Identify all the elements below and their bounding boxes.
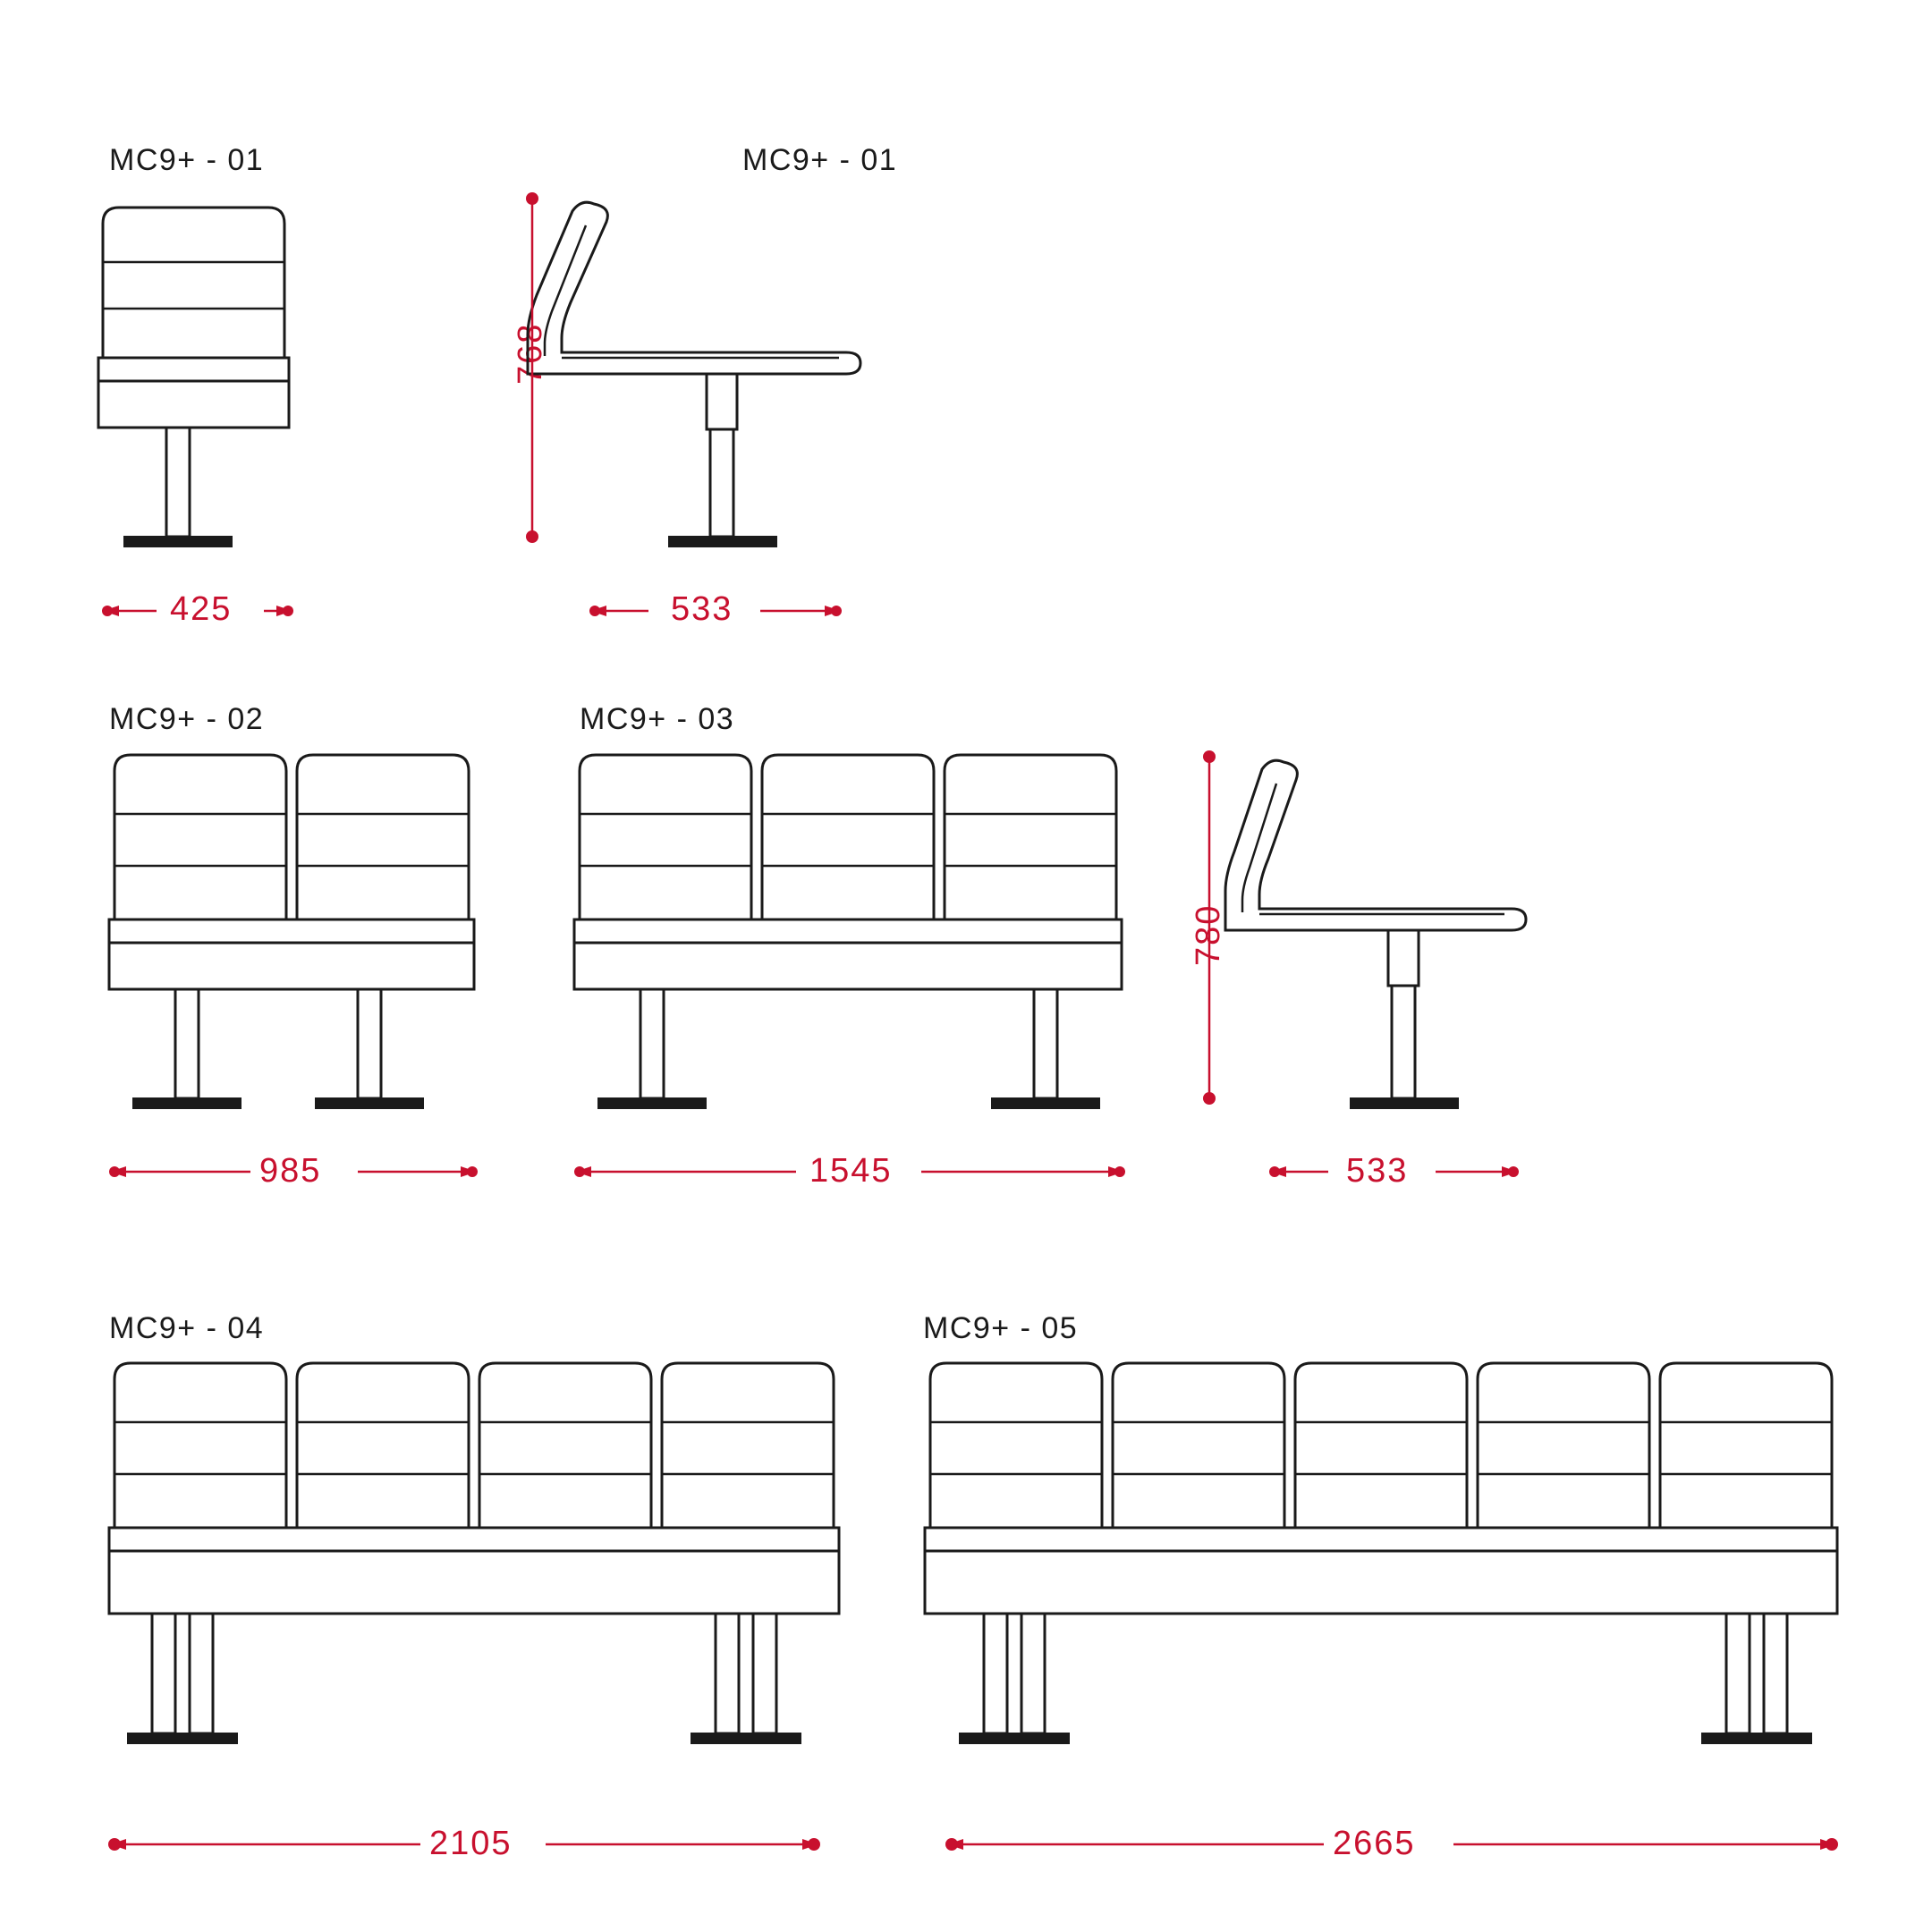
dimension-text-2105: 2105	[429, 1825, 513, 1862]
view-label-mc9-02: MC9+ - 02	[109, 702, 265, 736]
dimension-text-533-top: 533	[671, 590, 733, 628]
view-front-04	[109, 1363, 839, 1743]
dimension-text-768: 768	[512, 322, 549, 385]
dimension-text-425: 425	[170, 590, 233, 628]
dimension-text-985: 985	[259, 1152, 322, 1190]
view-label-mc9-01-side: MC9+ - 01	[742, 143, 898, 177]
view-label-mc9-01-front: MC9+ - 01	[109, 143, 265, 177]
view-front-01	[98, 208, 289, 547]
dimension-text-533-mid: 533	[1346, 1152, 1409, 1190]
view-label-mc9-04: MC9+ - 04	[109, 1311, 265, 1345]
view-side-01	[528, 202, 860, 547]
view-front-03	[574, 755, 1122, 1108]
dimension-text-2665: 2665	[1333, 1825, 1416, 1862]
view-front-05	[925, 1363, 1837, 1743]
view-front-02	[109, 755, 474, 1108]
view-side-beam	[1225, 760, 1526, 1108]
view-label-mc9-05: MC9+ - 05	[923, 1311, 1079, 1345]
dimension-text-1545: 1545	[809, 1152, 893, 1190]
dimension-text-780: 780	[1190, 903, 1227, 966]
view-label-mc9-03: MC9+ - 03	[580, 702, 735, 736]
